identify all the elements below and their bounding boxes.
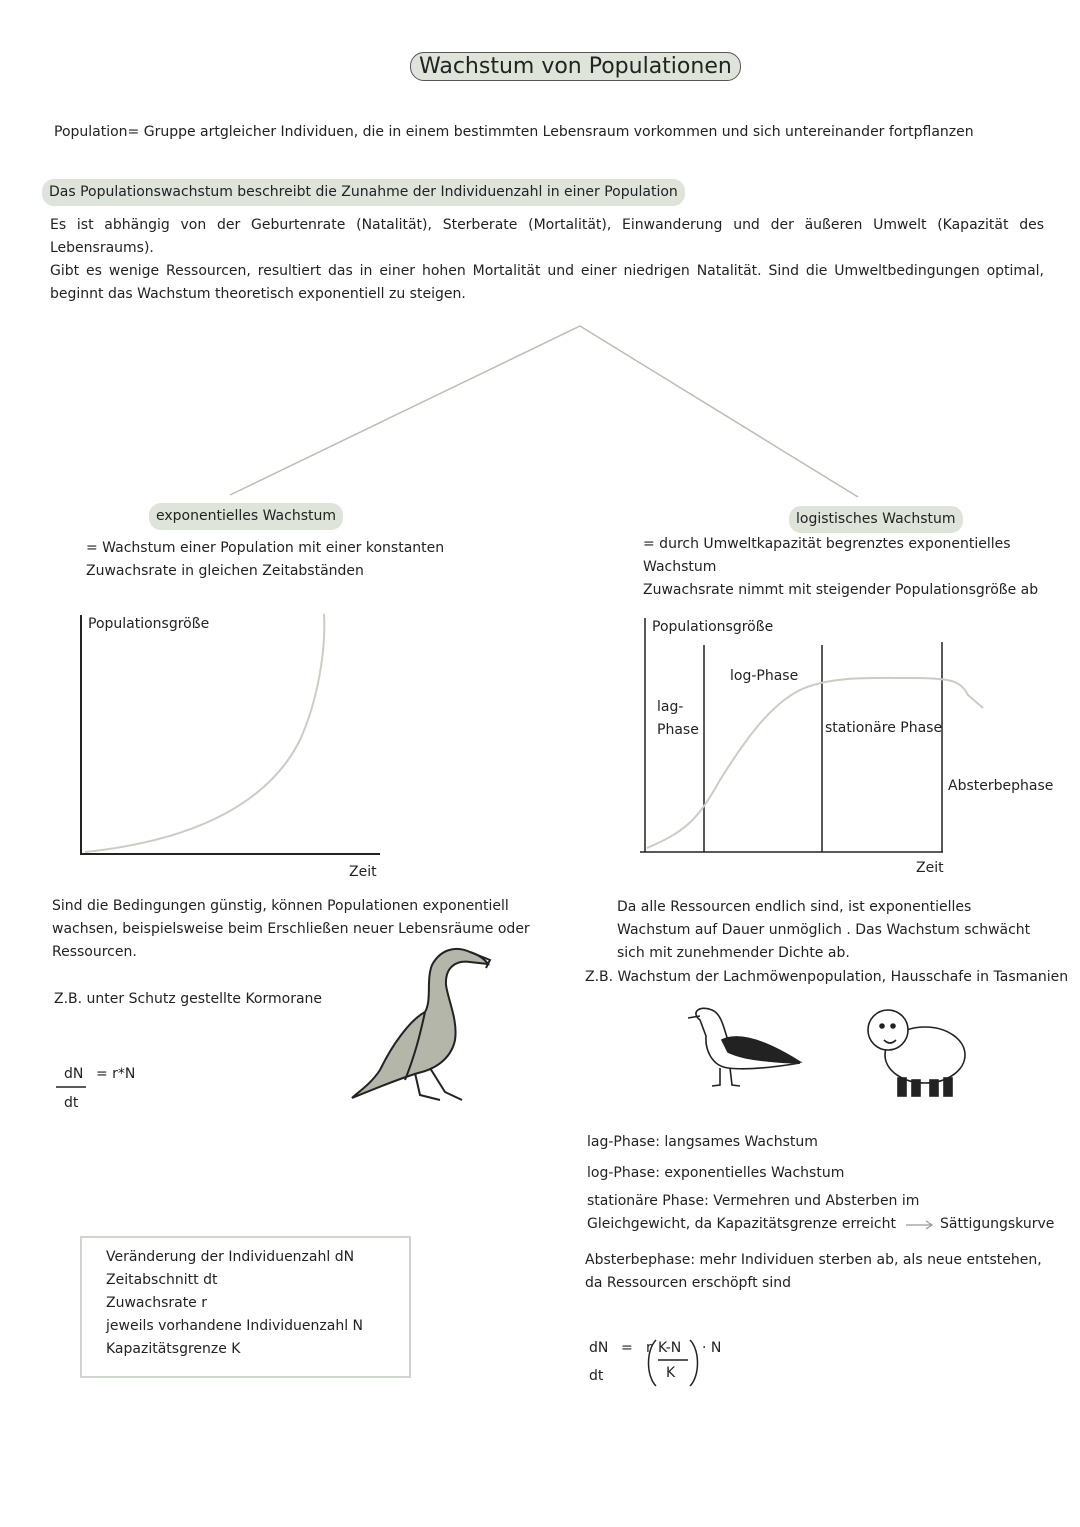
log-xlabel: Zeit (916, 860, 944, 876)
log-phase-label: log-Phase (730, 668, 799, 684)
right-formula-frac-num: K-N (658, 1340, 682, 1356)
sheep-illustration (868, 1010, 965, 1096)
legend-item: Kapazitätsgrenze K (106, 1341, 241, 1357)
log-ylabel: Populationsgröße (652, 619, 774, 635)
log-curve (647, 678, 983, 848)
log-def-line: Zuwachsrate nimmt mit steigender Populationsgröße ab (643, 582, 1039, 598)
death-phase-note-1: Absterbephase: mehr Individuen sterben ab, als neue entstehen, (585, 1252, 1042, 1268)
exponential-definition (86, 537, 444, 583)
right-formula-r: r (646, 1340, 652, 1356)
legend-item: jeweils vorhandene Individuenzahl N (106, 1318, 364, 1334)
stationary-phase-label: stationäre Phase (825, 720, 942, 736)
log-def-line: = durch Umweltkapazität begrenztes exponentielles (643, 536, 1011, 552)
stationary-phase-note-1: stationäre Phase: Vermehren und Absterben im (587, 1193, 920, 1209)
arrow-icon (906, 1221, 932, 1229)
cormorant-illustration (352, 949, 490, 1100)
intro-line: Gibt es wenige Ressourcen, resultiert das in einer hohen Mortalität und einer niedrigen Natalität. Sind die Umweltbedingungen optimal, (50, 263, 1044, 279)
variable-legend-box (80, 1236, 411, 1378)
exponential-text (52, 895, 530, 964)
branch-lines (230, 326, 858, 497)
exp-text-line: wachsen, beispielsweise beim Erschließen neuer Lebensräume oder (52, 921, 530, 937)
legend-item: Veränderung der Individuenzahl dN (106, 1249, 355, 1265)
exp-ylabel: Populationsgröße (88, 616, 210, 632)
right-formula-equals: = (621, 1340, 633, 1356)
right-formula-tail: · N (702, 1340, 722, 1356)
left-formula-numerator: dN (64, 1066, 84, 1082)
exponential-graph (81, 614, 380, 855)
log-def-line: Wachstum (643, 559, 717, 575)
lag-phase-label-2: Phase (657, 722, 699, 738)
logistic-definition (643, 533, 1038, 602)
exp-curve (85, 614, 324, 852)
log-text-line: sich mit zunehmender Dichte ab. (617, 945, 850, 961)
exp-text-line: Sind die Bedingungen günstig, können Populationen exponentiell (52, 898, 509, 914)
log-text-line: Wachstum auf Dauer unmöglich . Das Wachstum schwächt (617, 922, 1031, 938)
left-formula-denominator: dt (64, 1095, 79, 1111)
log-phase-note: log-Phase: exponentielles Wachstum (587, 1165, 845, 1181)
population-definition: Population= Gruppe artgleicher Individuen, die in einem bestimmten Lebensraum vorkommen und sich untereinander fortpflanzen (54, 124, 974, 140)
stationary-phase-note-2: Gleichgewicht, da Kapazitätsgrenze erreicht (587, 1216, 896, 1232)
exp-def-line: Zuwachsrate in gleichen Zeitabständen (86, 563, 364, 579)
logistic-text (617, 896, 1030, 965)
seagull-illustration (688, 1008, 800, 1086)
exponential-example: Z.B. unter Schutz gestellte Kormorane (54, 991, 323, 1007)
legend-item: Zuwachsrate r (106, 1295, 208, 1311)
legend-item: Zeitabschnitt dt (106, 1272, 218, 1288)
intro-line: beginnt das Wachstum theoretisch exponentiell zu steigen. (50, 286, 466, 302)
right-formula-denominator: dt (589, 1368, 604, 1384)
death-phase-label: Absterbephase (948, 778, 1054, 794)
left-formula-rhs: = r*N (96, 1066, 136, 1082)
right-formula-numerator: dN (589, 1340, 609, 1356)
right-paren (690, 1340, 698, 1386)
intro-line: Es ist abhängig von der Geburtenrate (Natalität), Sterberate (Mortalität), Einwanderung und der äußeren Umwelt (Kapazität des (50, 217, 1044, 233)
logistic-example: Z.B. Wachstum der Lachmöwenpopulation, Hausschafe in Tasmanien (585, 969, 1069, 985)
lag-phase-note: lag-Phase: langsames Wachstum (587, 1134, 818, 1150)
log-text-line: Da alle Ressourcen endlich sind, ist exponentielles (617, 899, 972, 915)
intro-line: Lebensraums). (50, 240, 154, 256)
exp-def-line: = Wachstum einer Population mit einer konstanten (86, 540, 445, 556)
lag-phase-label-1: lag- (657, 699, 684, 715)
saturation-curve-note: Sättigungskurve (940, 1216, 1055, 1232)
exp-xlabel: Zeit (349, 864, 377, 880)
exponential-heading: exponentielles Wachstum (149, 503, 343, 530)
exp-text-line: Ressourcen. (52, 944, 137, 960)
death-phase-note-2: da Ressourcen erschöpft sind (585, 1275, 791, 1291)
logistic-heading: logistisches Wachstum (789, 506, 963, 533)
growth-definition-highlight: Das Populationswachstum beschreibt die Zunahme der Individuenzahl in einer Population (42, 179, 685, 206)
right-formula-frac-den: K (666, 1365, 676, 1381)
page-title: Wachstum von Populationen (410, 52, 741, 81)
